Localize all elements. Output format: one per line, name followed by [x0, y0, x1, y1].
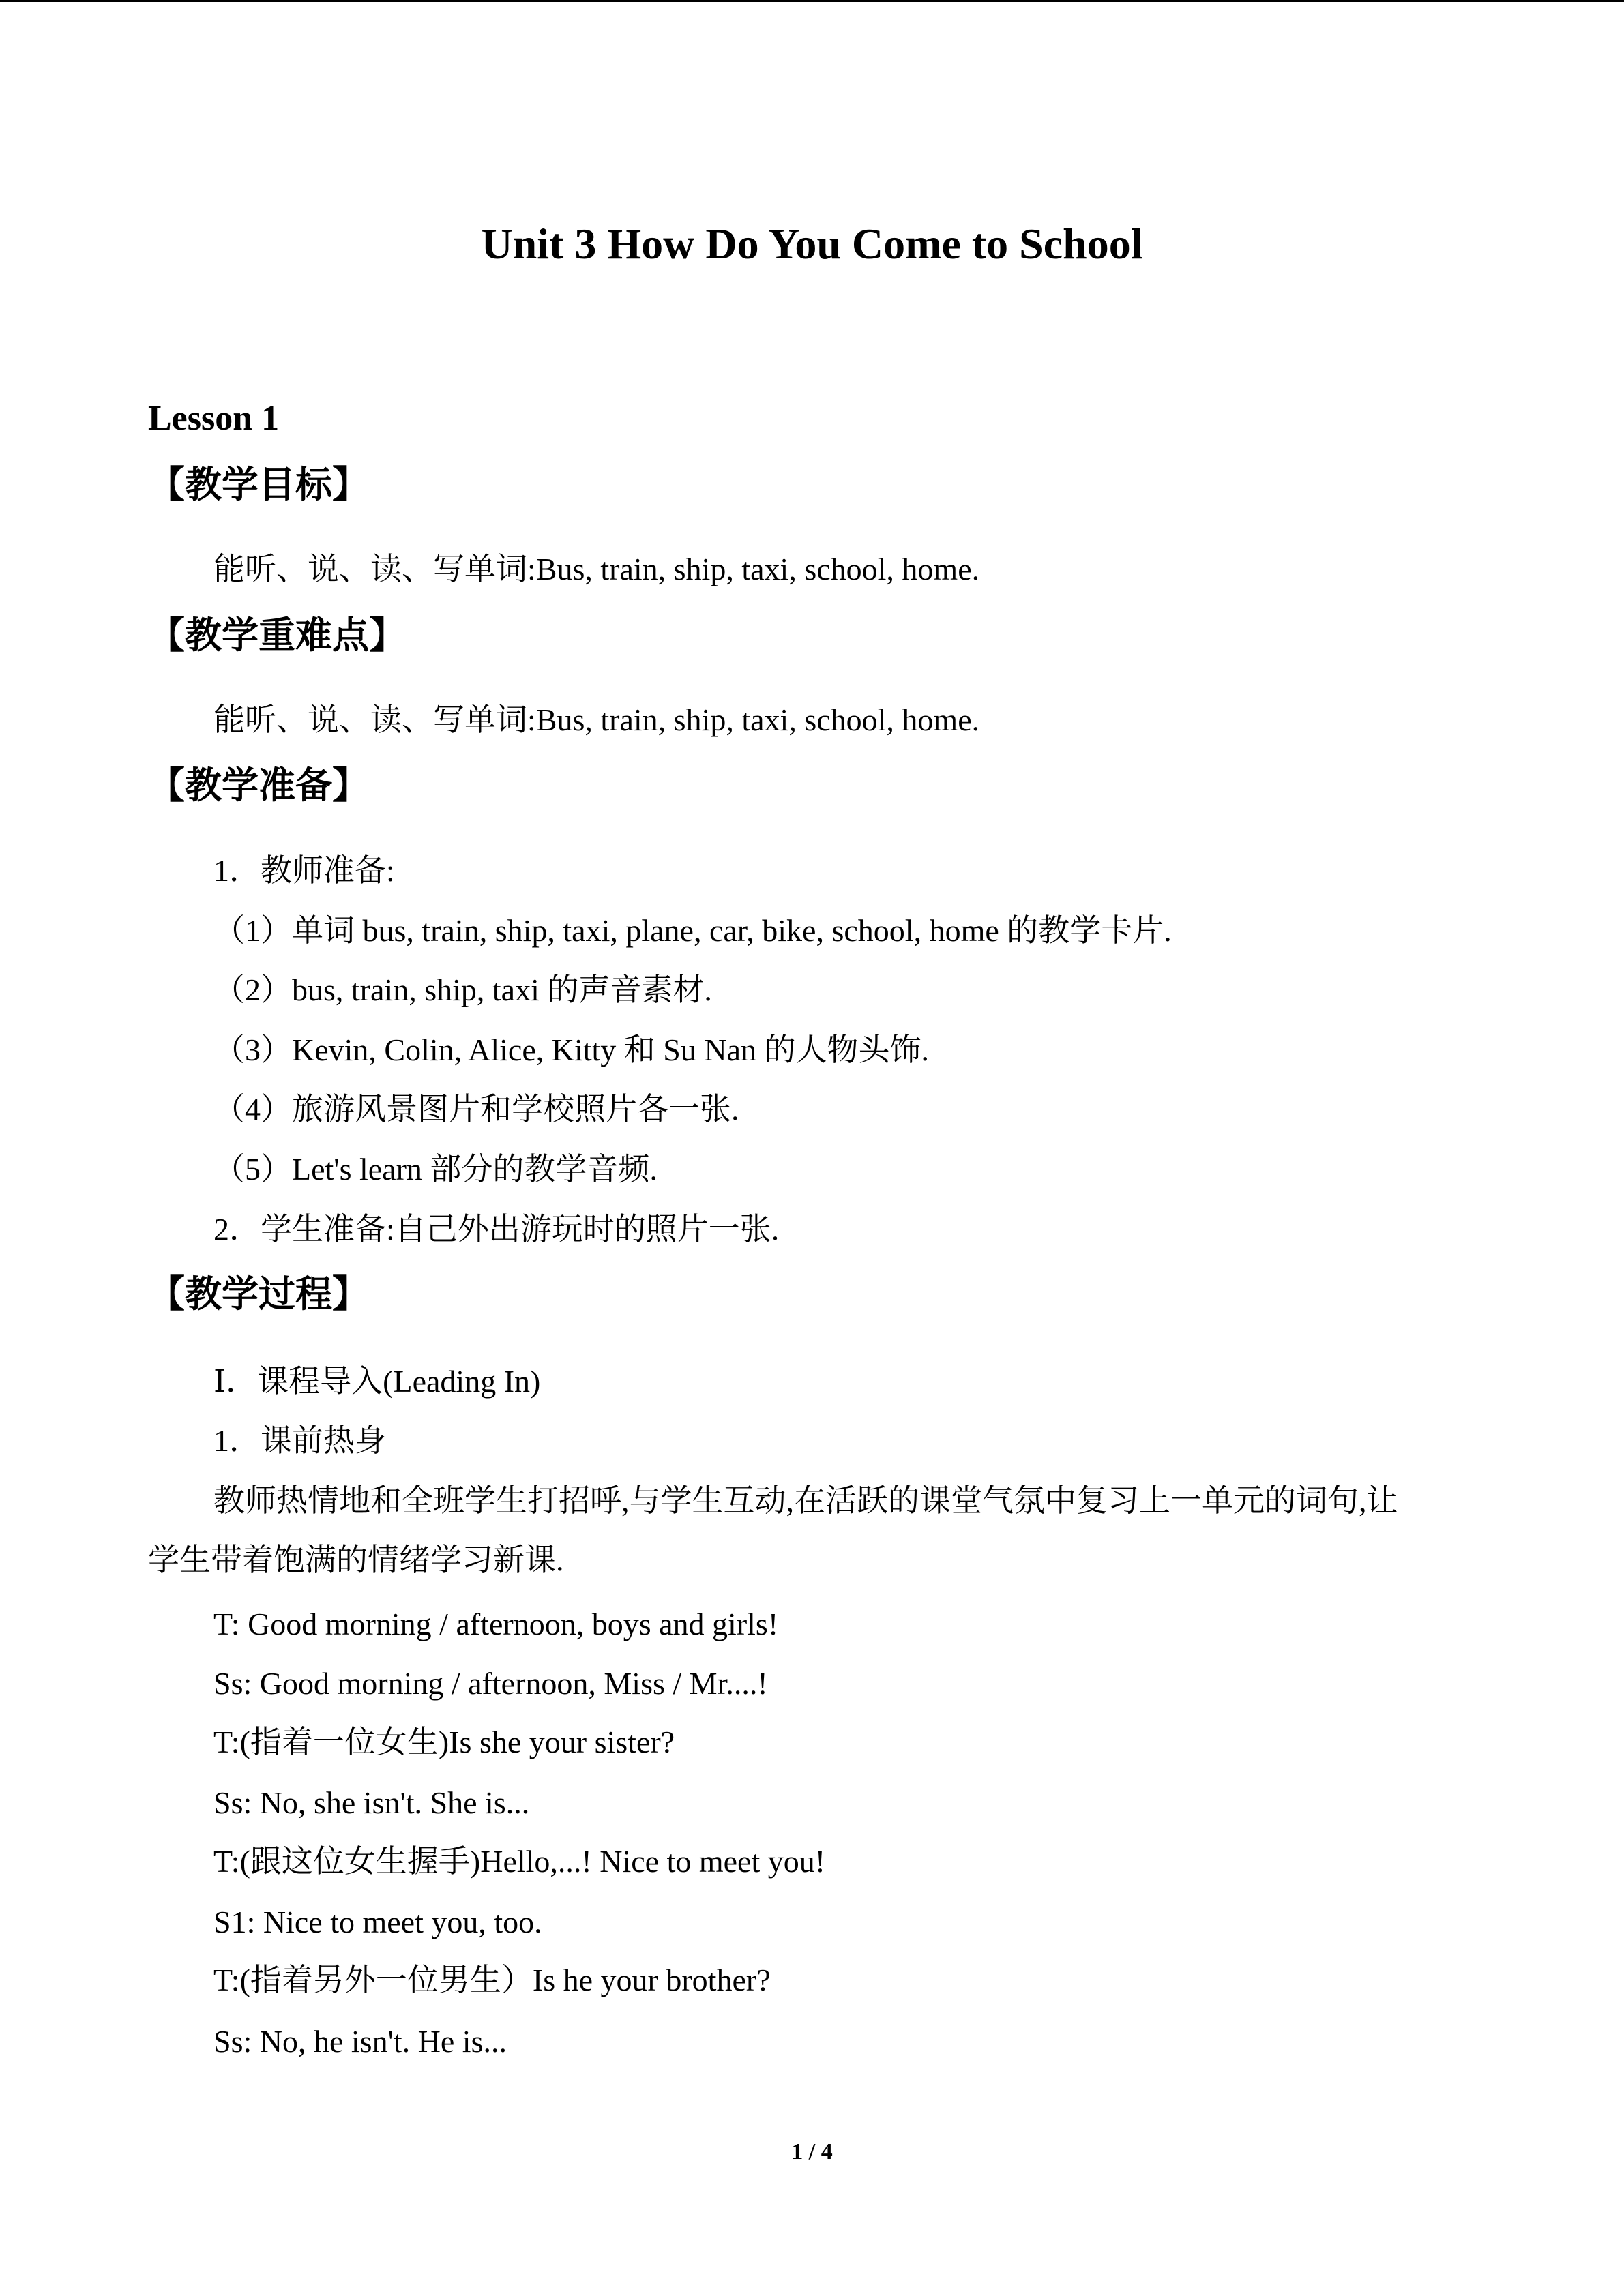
- dialogue-line: S1: Nice to meet you, too.: [213, 1905, 542, 1939]
- dialogue-line: T:(指着另外一位男生）Is he your brother?: [213, 1963, 771, 1997]
- preparation-item: （2）bus, train, ship, taxi 的声音素材.: [213, 972, 712, 1007]
- dialogue-line: Ss: No, he isn't. He is...: [213, 2024, 507, 2059]
- dialogue-line: Ss: Good morning / afternoon, Miss / Mr....!: [213, 1666, 768, 1701]
- preparation-item: （5）Let's learn 部分的教学音频.: [213, 1152, 658, 1187]
- section-heading-goals: 【教学目标】: [148, 463, 369, 506]
- lesson-heading: Lesson 1: [148, 399, 280, 438]
- preparation-item: （1）单词 bus, train, ship, taxi, plane, car, bike, school, home 的教学卡片.: [213, 913, 1172, 948]
- page-title: Unit 3 How Do You Come to School: [481, 220, 1143, 268]
- section-heading-key-points: 【教学重难点】: [148, 614, 406, 657]
- dialogue-line: T:(指着一位女生)Is she your sister?: [213, 1725, 675, 1759]
- section-heading-preparation: 【教学准备】: [148, 764, 369, 807]
- dialogue-line: T: Good morning / afternoon, boys and girls!: [213, 1607, 779, 1641]
- preparation-item: 1．教师准备:: [213, 853, 395, 888]
- process-step-title: Ⅰ．课程导入(Leading In): [213, 1364, 541, 1399]
- goals-text: 能听、说、读、写单词:Bus, train, ship, taxi, school, home.: [213, 552, 980, 586]
- dialogue-line: Ss: No, she isn't. She is...: [213, 1785, 530, 1820]
- section-heading-process: 【教学过程】: [148, 1272, 369, 1315]
- process-sub-title: 1．课前热身: [213, 1423, 386, 1458]
- preparation-item: （4）旅游风景图片和学校照片各一张.: [213, 1092, 739, 1127]
- page-number: 1 / 4: [791, 2139, 833, 2164]
- preparation-item: （3）Kevin, Colin, Alice, Kitty 和 Su Nan 的人物头饰.: [213, 1032, 930, 1067]
- process-paragraph-line: 教师热情地和全班学生打招呼,与学生互动,在活跃的课堂气氛中复习上一单元的词句,让: [213, 1483, 1398, 1518]
- key-points-text: 能听、说、读、写单词:Bus, train, ship, taxi, school, home.: [213, 702, 980, 737]
- dialogue-line: T:(跟这位女生握手)Hello,...! Nice to meet you!: [213, 1844, 826, 1879]
- process-paragraph-line: 学生带着饱满的情绪学习新课.: [148, 1542, 564, 1577]
- preparation-item: 2．学生准备:自己外出游玩时的照片一张.: [213, 1212, 780, 1247]
